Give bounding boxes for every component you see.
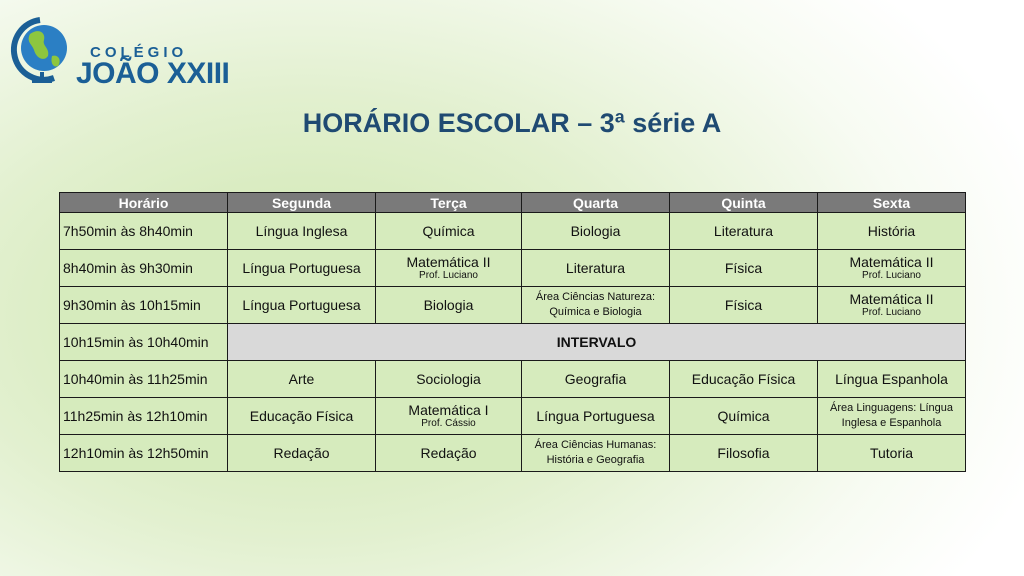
interval-cell: INTERVALO xyxy=(228,324,966,361)
logo-line-2: JOÃO XXIII xyxy=(76,57,230,90)
globe-icon xyxy=(10,14,74,90)
subject-cell: Química xyxy=(376,213,522,250)
subject-cell: Redação xyxy=(376,435,522,472)
header-row xyxy=(60,193,966,213)
subject-area-detail: História e Geografia xyxy=(546,454,645,466)
subject-cell: Educação Física xyxy=(228,398,376,435)
subject-cell: Língua Espanhola xyxy=(818,361,966,398)
subject-cell: Biologia xyxy=(376,287,522,324)
schedule-table xyxy=(59,192,966,472)
header-wednesday: Quarta xyxy=(522,193,670,213)
subject-name: Matemática I xyxy=(408,401,489,418)
header-tuesday: Terça xyxy=(376,193,522,213)
subject-cell: Arte xyxy=(228,361,376,398)
table-row xyxy=(60,361,966,398)
subject-cell xyxy=(818,250,966,287)
subject-cell: Química xyxy=(670,398,818,435)
subject-cell: Biologia xyxy=(522,213,670,250)
subject-name: Matemática II xyxy=(849,253,934,270)
teacher-name: Prof. Cássio xyxy=(421,417,476,429)
page-title: HORÁRIO ESCOLAR – 3ª série A xyxy=(302,108,722,138)
subject-cell: Física xyxy=(670,250,818,287)
subject-name: Matemática II xyxy=(406,253,491,270)
subject-cell xyxy=(376,398,522,435)
header-time: Horário xyxy=(60,193,228,213)
time-cell: 9h30min às 10h15min xyxy=(60,287,228,324)
subject-cell xyxy=(818,398,966,435)
subject-area: Área Ciências Natureza: xyxy=(535,291,656,303)
logo-line-1: COLÉGIO xyxy=(90,44,188,61)
table-row xyxy=(60,435,966,472)
time-cell: 7h50min às 8h40min xyxy=(60,213,228,250)
header-monday: Segunda xyxy=(228,193,376,213)
subject-cell: Educação Física xyxy=(670,361,818,398)
table-row xyxy=(60,398,966,435)
teacher-name: Prof. Luciano xyxy=(419,269,478,281)
subject-cell: Geografia xyxy=(522,361,670,398)
subject-cell: Tutoria xyxy=(818,435,966,472)
time-cell: 11h25min às 12h10min xyxy=(60,398,228,435)
time-cell: 8h40min às 9h30min xyxy=(60,250,228,287)
table-row xyxy=(60,250,966,287)
subject-cell: Literatura xyxy=(670,213,818,250)
teacher-name: Prof. Luciano xyxy=(862,306,921,318)
subject-cell xyxy=(522,435,670,472)
subject-cell xyxy=(522,287,670,324)
subject-cell: História xyxy=(818,213,966,250)
time-cell: 10h40min às 11h25min xyxy=(60,361,228,398)
time-cell: 10h15min às 10h40min xyxy=(60,324,228,361)
subject-area-detail: Química e Biologia xyxy=(549,306,642,318)
subject-cell: Língua Inglesa xyxy=(228,213,376,250)
subject-cell xyxy=(376,250,522,287)
subject-cell: Literatura xyxy=(522,250,670,287)
subject-area: Área Linguagens: Língua xyxy=(830,402,953,414)
subject-cell xyxy=(818,287,966,324)
school-logo xyxy=(10,14,240,94)
table-row xyxy=(60,324,966,361)
header-thursday: Quinta xyxy=(670,193,818,213)
subject-cell: Língua Portuguesa xyxy=(228,250,376,287)
table-row xyxy=(60,213,966,250)
subject-cell: Língua Portuguesa xyxy=(522,398,670,435)
subject-cell: Língua Portuguesa xyxy=(228,287,376,324)
subject-cell: Sociologia xyxy=(376,361,522,398)
subject-cell: Redação xyxy=(228,435,376,472)
subject-cell: Filosofia xyxy=(670,435,818,472)
subject-area-detail: Inglesa e Espanhola xyxy=(841,417,942,429)
header-friday: Sexta xyxy=(818,193,966,213)
teacher-name: Prof. Luciano xyxy=(862,269,921,281)
table-row xyxy=(60,287,966,324)
subject-name: Matemática II xyxy=(849,290,934,307)
time-cell: 12h10min às 12h50min xyxy=(60,435,228,472)
subject-cell: Física xyxy=(670,287,818,324)
subject-area: Área Ciências Humanas: xyxy=(534,439,657,451)
